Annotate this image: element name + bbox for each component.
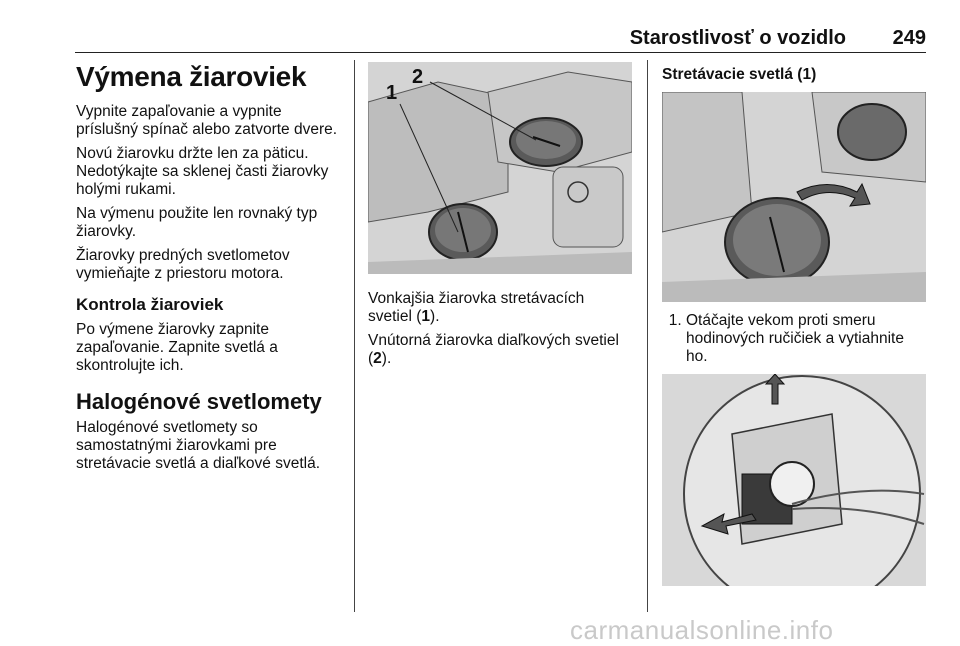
column-left	[76, 62, 344, 479]
caption-high-beam: Vnútorná žiarovka diaľkových svetiel (2).	[368, 332, 619, 367]
column-middle	[368, 62, 632, 374]
paragraph: Žiarovky predných svetlometov vymieňajte z priestoru motora.	[76, 246, 290, 282]
page-number: 249	[892, 27, 926, 49]
page-header	[75, 26, 926, 53]
paragraph: Na výmenu použite len rovnaký typ žiarovky.	[76, 204, 318, 240]
column-divider-2	[647, 60, 648, 612]
column-divider-1	[354, 60, 355, 612]
subheading-low-beam: Stretávacie svetlá (1)	[662, 66, 817, 83]
headlamp-rear-illustration	[368, 62, 632, 274]
bulb-holder-illustration	[662, 374, 926, 586]
subheading-bulb-check: Kontrola žiaroviek	[76, 294, 224, 314]
section-title-bulb-replacement: Výmena žiaroviek	[76, 61, 307, 92]
paragraph: Halogénové svetlomety so samostatnými žiarovkami pre stretávacie svetlá a diaľkové svetlá.	[76, 418, 321, 472]
step-item: 1. Otáčajte vekom proti smeru hodinových ručičiek a vytiahnite ho.	[686, 312, 926, 366]
header-title: Starostlivosť o vozidlo	[629, 27, 846, 49]
bulb-removal-drawing	[662, 374, 926, 586]
paragraph: Vypnite zapaľovanie a vypnite príslušný spínač alebo zatvorte dvere.	[76, 102, 338, 138]
section-title-halogen: Halogénové svetlomety	[76, 388, 322, 414]
column-right	[662, 62, 926, 586]
steps-list	[662, 312, 926, 366]
watermark: carmanualsonline.info	[570, 615, 834, 645]
cover-rotate-drawing	[662, 92, 926, 302]
low-beam-cover-illustration	[662, 92, 926, 302]
paragraph: Po výmene žiarovky zapnite zapaľovanie. Zapnite svetlá a skontrolujte ich.	[76, 320, 278, 374]
caption-low-beam: Vonkajšia žiarovka stretávacích svetiel (1).	[368, 290, 585, 325]
paragraph: Novú žiarovku držte len za päticu. Nedotýkajte sa sklenej časti žiarovky holými rukami.	[76, 144, 329, 198]
figure-label-2: 2	[412, 66, 424, 88]
headlamp-rear-drawing	[368, 62, 632, 274]
figure-label-1: 1	[386, 82, 398, 104]
